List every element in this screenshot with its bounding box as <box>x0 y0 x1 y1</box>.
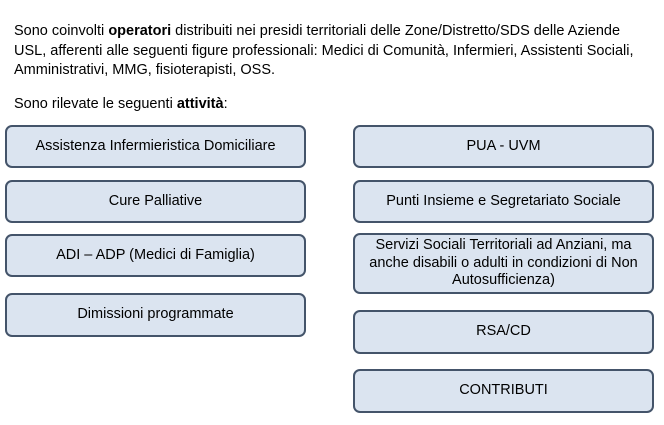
activity-label: RSA/CD <box>476 323 531 340</box>
intro-text-rest: distribuiti nei presidi territoriali delle Zone/Distretto/SDS delle Aziende USL, afferenti alle seguenti figure professionali: Medici di Comunità, Infermieri, Assistenti Sociali, Amministrativi, MMG, fisioterapisti, OSS. <box>14 23 634 78</box>
activity-label: Dimissioni programmate <box>77 306 234 323</box>
intro-bold-term: operatori <box>108 23 172 39</box>
activity-label: Punti Insieme e Segretariato Sociale <box>386 192 621 209</box>
activity-box-cure-palliative <box>5 180 306 223</box>
activity-box-assistenza-infermieristica <box>5 125 306 168</box>
activity-label: Assistenza Infermieristica Domiciliare <box>35 137 276 154</box>
activity-box-punti-insieme <box>353 180 654 223</box>
activity-label: PUA - UVM <box>466 137 541 154</box>
activity-label: CONTRIBUTI <box>459 382 548 399</box>
activity-box-dimissioni-programmate <box>5 293 306 337</box>
activity-label: Cure Palliative <box>108 192 203 209</box>
activities-heading-bold: attività <box>176 96 224 112</box>
activity-box-contributi <box>353 369 654 413</box>
intro-text-start: Sono coinvolti <box>14 23 109 39</box>
activity-label: ADI – ADP (Medici di Famiglia) <box>56 246 255 263</box>
activities-heading-start: Sono rilevate le seguenti <box>14 96 177 112</box>
activity-box-rsa-cd <box>353 310 654 354</box>
activities-heading <box>14 95 228 114</box>
intro-paragraph <box>14 22 654 81</box>
activity-box-adi-adp <box>5 234 306 277</box>
activity-box-servizi-sociali <box>353 233 654 294</box>
activity-label: Servizi Sociali Territoriali ad Anziani, ma anche disabili o adulti in condizioni di Non Autosufficienza) <box>369 237 638 289</box>
activities-heading-end: : <box>223 96 228 112</box>
activity-box-pua-uvm <box>353 125 654 168</box>
